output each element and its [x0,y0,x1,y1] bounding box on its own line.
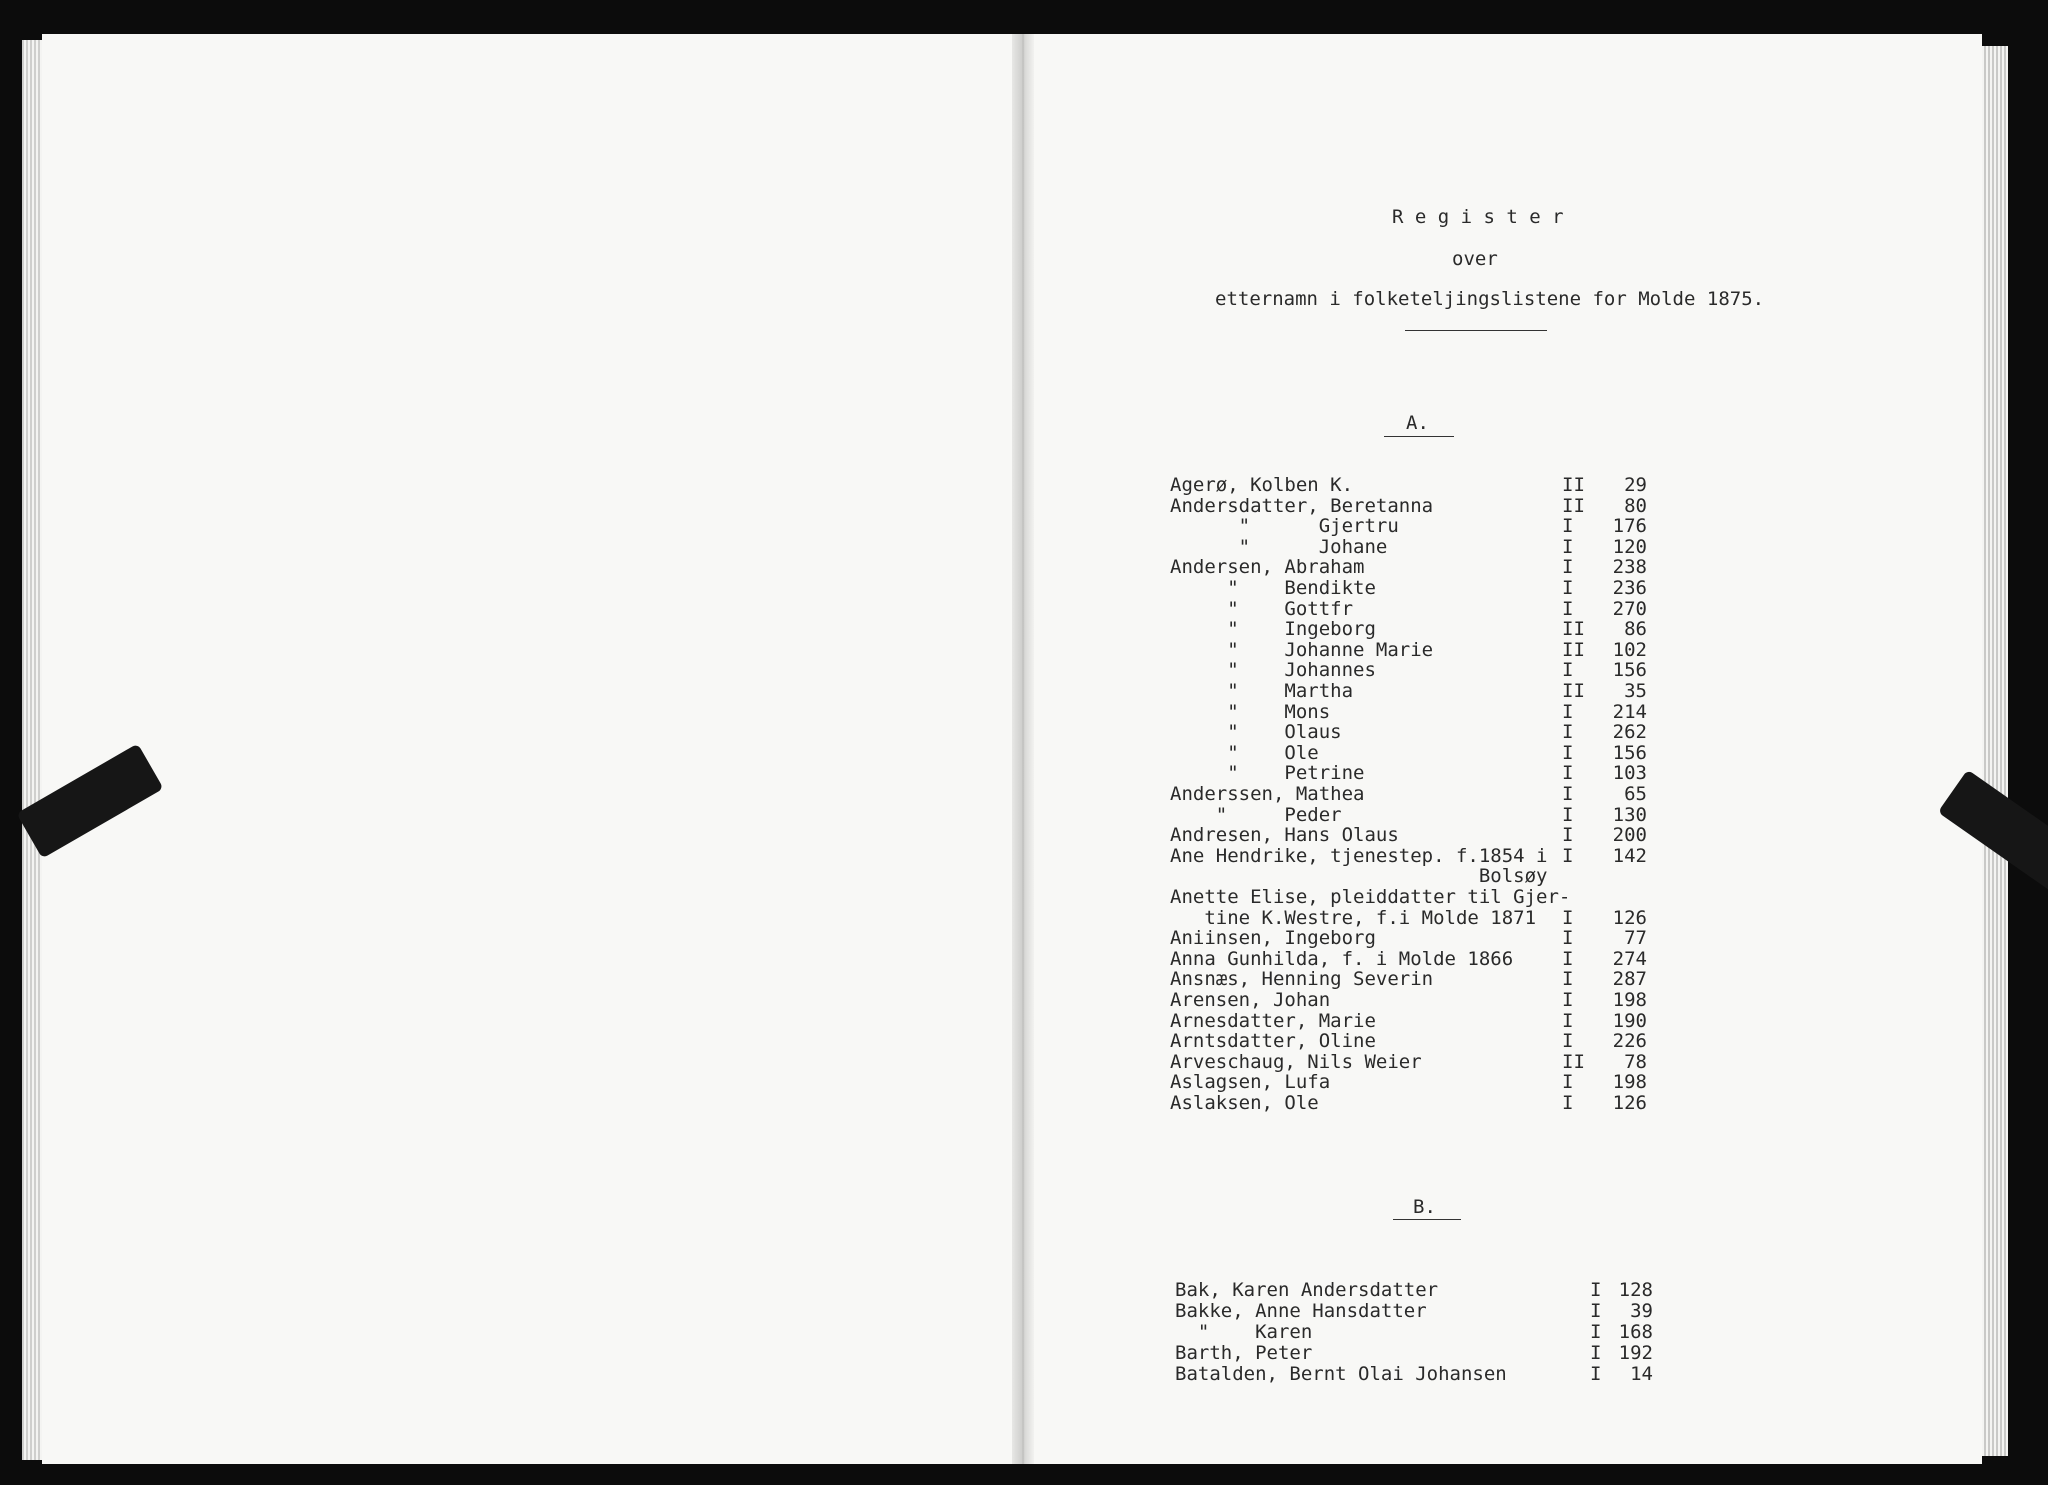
entry-volume: I [1562,741,1574,764]
entry-page: 198 [1612,1071,1647,1094]
entry-volume: I [1562,844,1574,867]
entry-name: Anette Elise, pleiddatter til Gjer- [1170,886,1571,908]
register-entry [1170,846,1651,866]
entry-name: Andersdatter, Beretanna [1170,494,1434,517]
register-entry [1170,908,1651,928]
entry-page: 126 [1612,906,1647,929]
entry-volume: I [1562,824,1574,847]
entry-name: Arntsdatter, Oline [1170,1030,1376,1053]
entry-volume: I [1590,1363,1602,1385]
entry-name: " Johane [1170,535,1388,558]
entry-page: 142 [1612,844,1647,867]
entry-name: Batalden, Bernt Olai Johansen [1175,1363,1507,1385]
entry-name: " Mons [1170,700,1331,723]
entry-page: 14 [1630,1363,1653,1385]
entry-page: 77 [1624,927,1647,950]
title-underline [1405,330,1547,331]
entry-page: 274 [1612,947,1647,970]
entry-volume: I [1562,803,1574,826]
entry-page: 128 [1618,1279,1653,1301]
entry-name: " Ole [1170,741,1319,764]
entry-name: Anna Gunhilda, f. i Molde 1866 [1170,947,1514,970]
entry-page: 238 [1612,556,1647,579]
entry-name: " Olaus [1170,721,1342,744]
entry-name: Barth, Peter [1175,1342,1313,1364]
register-entry [1170,887,1651,907]
entry-name: Bolsøy [1170,865,1548,888]
entry-page: 29 [1624,474,1647,496]
register-entry [1170,784,1651,804]
entry-page: 192 [1618,1342,1653,1364]
entry-name: Aslagsen, Lufa [1170,1071,1331,1094]
entry-volume: I [1562,597,1574,620]
entry-volume: I [1562,556,1574,579]
entry-volume: I [1562,968,1574,991]
entry-volume: I [1562,927,1574,950]
entry-page: 198 [1612,989,1647,1011]
entry-volume: I [1562,783,1574,805]
entry-volume: II [1562,1050,1585,1073]
section-underline [1384,436,1454,437]
entry-name: " Karen [1175,1321,1313,1343]
entry-page: 200 [1612,824,1647,847]
register-title: R e g i s t e r [1392,206,1564,228]
entry-page: 156 [1612,659,1647,682]
register-entry [1170,928,1651,948]
entry-name: " Bendikte [1170,577,1376,599]
entry-volume: I [1562,577,1574,599]
entry-name: " Johanne Marie [1170,638,1434,661]
entry-page: 190 [1612,1009,1647,1032]
entry-volume: I [1562,1009,1574,1032]
register-entry [1170,1093,1651,1113]
entry-name: Aslaksen, Ole [1170,1092,1319,1114]
section-letter: A. [1406,412,1429,434]
register-entry [1170,1072,1651,1092]
entry-volume: II [1562,638,1585,661]
entry-name: " Peder [1170,803,1342,826]
register-entry [1170,949,1651,969]
register-entry [1170,640,1651,660]
entry-page: 78 [1624,1050,1647,1073]
entry-name: Arnesdatter, Marie [1170,1009,1376,1032]
register-entry [1170,702,1651,722]
register-entry [1170,660,1651,680]
entry-page: 39 [1630,1300,1653,1322]
entry-volume: I [1562,1092,1574,1114]
entry-volume: I [1562,762,1574,785]
section-underline [1393,1219,1461,1220]
register-entry [1170,825,1651,845]
entry-page: 156 [1612,741,1647,764]
entry-page: 102 [1612,638,1647,661]
entry-volume: I [1562,989,1574,1011]
entry-page: 236 [1612,577,1647,599]
register-entry [1170,599,1651,619]
right-page-edges [1978,46,2008,1456]
entry-page: 126 [1612,1092,1647,1114]
entry-volume: II [1562,494,1585,517]
entry-name: " Petrine [1170,762,1365,785]
entry-page: 120 [1612,535,1647,558]
register-entry [1170,537,1651,557]
entry-page: 168 [1618,1321,1653,1343]
register-entry [1170,578,1651,598]
register-subtitle-over: over [1452,248,1498,270]
register-entry [1170,619,1651,639]
entry-name: " Martha [1170,680,1354,702]
entry-volume: I [1562,1071,1574,1094]
entry-name: " Johannes [1170,659,1376,682]
register-entry [1170,681,1651,701]
entry-name: " Ingeborg [1170,618,1376,641]
entry-page: 35 [1624,680,1647,702]
register-entry [1170,763,1651,783]
entry-volume: I [1590,1279,1602,1301]
register-entry [1170,516,1651,536]
register-entry [1170,557,1651,577]
entry-name: Arveschaug, Nils Weier [1170,1050,1422,1073]
entry-volume: I [1562,535,1574,558]
entry-volume: I [1562,515,1574,538]
entry-page: 86 [1624,618,1647,641]
entry-volume: I [1562,1030,1574,1053]
register-entry [1175,1301,1657,1321]
entry-volume: II [1562,618,1585,641]
entry-volume: I [1562,906,1574,929]
entry-name: Bakke, Anne Hansdatter [1175,1300,1427,1322]
register-entry [1170,722,1651,742]
register-entry [1170,475,1651,495]
register-entry [1170,1052,1651,1072]
entry-name: tine K.Westre, f.i Molde 1871 [1170,906,1537,929]
entry-name: " Gjertru [1170,515,1399,538]
register-entry [1175,1343,1657,1363]
entry-page: 287 [1612,968,1647,991]
entry-volume: I [1590,1300,1602,1322]
register-subtitle: etternamn i folketeljingslistene for Molde 1875. [1215,288,1765,310]
register-entry [1170,743,1651,763]
entry-name: Andresen, Hans Olaus [1170,824,1399,847]
entry-name: Ane Hendrike, tjenestep. f.1854 i [1170,844,1548,867]
register-entry [1170,1011,1651,1031]
entry-page: 65 [1624,783,1647,805]
entry-volume: I [1562,721,1574,744]
entry-page: 103 [1612,762,1647,785]
entry-volume: I [1562,700,1574,723]
book-gutter [1012,34,1034,1464]
entry-page: 262 [1612,721,1647,744]
left-page [42,34,1022,1464]
entry-name: Anderssen, Mathea [1170,783,1365,805]
entry-name: " Gottfr [1170,597,1354,620]
entry-name: Arensen, Johan [1170,989,1331,1011]
entry-volume: I [1590,1321,1602,1343]
register-entry [1170,805,1651,825]
register-entry [1175,1364,1657,1384]
register-entry [1170,990,1651,1010]
entry-volume: I [1562,947,1574,970]
entry-volume: I [1562,659,1574,682]
register-entry [1175,1280,1657,1300]
entry-page: 226 [1612,1030,1647,1053]
entry-volume: II [1562,680,1585,702]
register-entry [1170,1031,1651,1051]
entry-name: Agerø, Kolben K. [1170,474,1354,496]
entry-page: 270 [1612,597,1647,620]
entry-volume: I [1590,1342,1602,1364]
entry-page: 130 [1612,803,1647,826]
entry-page: 176 [1612,515,1647,538]
entry-page: 80 [1624,494,1647,517]
register-entry [1175,1322,1657,1342]
entry-name: Aniinsen, Ingeborg [1170,927,1376,950]
entry-name: Bak, Karen Andersdatter [1175,1279,1439,1301]
entry-page: 214 [1612,700,1647,723]
entry-name: Andersen, Abraham [1170,556,1365,579]
register-entry [1170,866,1651,886]
section-letter: B. [1413,1196,1436,1218]
register-entry [1170,496,1651,516]
entry-name: Ansnæs, Henning Severin [1170,968,1434,991]
register-entry [1170,969,1651,989]
entry-volume: II [1562,474,1585,496]
left-page-edges [22,40,44,1460]
